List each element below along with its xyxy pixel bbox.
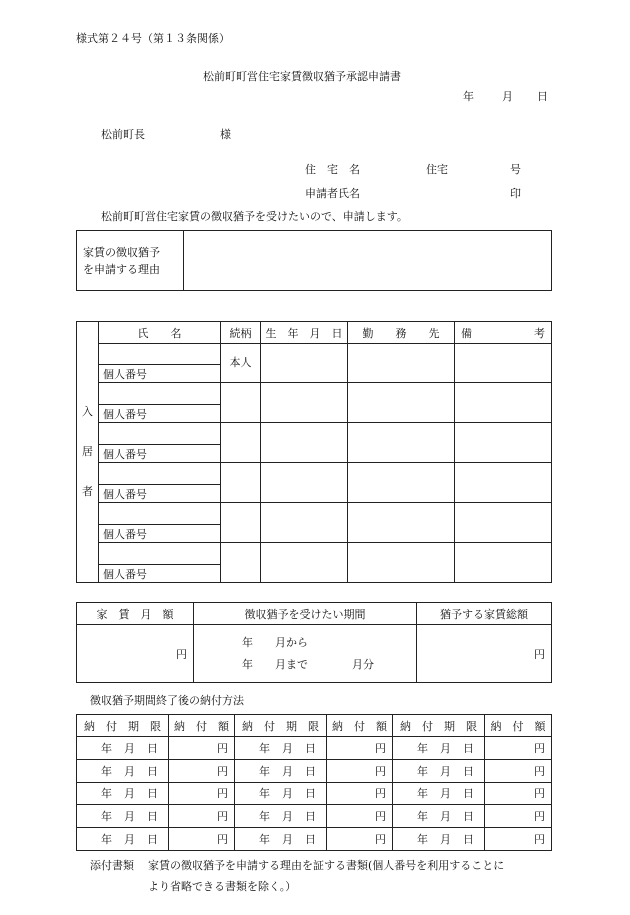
amount-yen: 円 xyxy=(534,764,545,778)
amount-yen: 円 xyxy=(534,810,545,824)
note-field[interactable] xyxy=(455,423,552,463)
header-note: 備 考 xyxy=(455,322,552,344)
payment-row xyxy=(77,759,552,782)
deadline-day: 日 xyxy=(147,787,158,801)
birth-field[interactable] xyxy=(261,383,348,423)
resident-name-field[interactable] xyxy=(99,503,221,525)
relation-field[interactable] xyxy=(221,463,261,503)
header-amount: 納 付 額 xyxy=(169,715,235,737)
payment-amount-field[interactable] xyxy=(327,759,393,782)
payment-amount-field[interactable] xyxy=(327,828,393,851)
payment-deadline-field[interactable] xyxy=(235,737,327,760)
work-field[interactable] xyxy=(348,344,455,383)
amount-yen: 円 xyxy=(375,787,386,801)
payment-row xyxy=(77,805,552,828)
residents-table xyxy=(76,321,552,583)
deadline-year: 年 xyxy=(101,833,112,847)
payment-amount-field[interactable] xyxy=(485,759,552,782)
mynumber-label: 個人番号 xyxy=(99,365,221,383)
reason-value-field[interactable] xyxy=(184,231,552,291)
payment-deadline-field[interactable] xyxy=(235,805,327,828)
deadline-day: 日 xyxy=(147,833,158,847)
note-field[interactable] xyxy=(455,543,552,583)
payment-deadline-field[interactable] xyxy=(393,782,485,805)
deadline-month: 月 xyxy=(440,833,451,847)
reason-table xyxy=(76,230,552,291)
amount-yen: 円 xyxy=(375,764,386,778)
note-field[interactable] xyxy=(455,463,552,503)
seal-mark: 印 xyxy=(510,187,521,200)
birth-field[interactable] xyxy=(261,463,348,503)
payment-deadline-field[interactable] xyxy=(235,759,327,782)
addressee-name: 松前町長 xyxy=(101,128,145,141)
deadline-day: 日 xyxy=(147,810,158,824)
amount-yen: 円 xyxy=(534,833,545,847)
payment-deadline-field[interactable] xyxy=(393,737,485,760)
date-month: 月 xyxy=(502,90,513,103)
amount-yen: 円 xyxy=(375,833,386,847)
payment-amount-field[interactable] xyxy=(327,805,393,828)
header-deferred-total: 猶予する家賃総額 xyxy=(417,603,552,625)
deadline-month: 月 xyxy=(282,764,293,778)
payment-amount-field[interactable] xyxy=(169,759,235,782)
work-field[interactable] xyxy=(348,503,455,543)
period-table xyxy=(76,602,552,683)
amount-yen: 円 xyxy=(217,833,228,847)
note-field[interactable] xyxy=(455,344,552,383)
birth-field[interactable] xyxy=(261,503,348,543)
amount-yen: 円 xyxy=(217,741,228,755)
work-field[interactable] xyxy=(348,463,455,503)
header-birth: 生 年 月 日 xyxy=(261,322,348,344)
deadline-day: 日 xyxy=(305,833,316,847)
mynumber-label: 個人番号 xyxy=(99,445,221,463)
house-unit-label: 住宅 xyxy=(426,163,448,176)
deadline-year: 年 xyxy=(101,810,112,824)
payment-row xyxy=(77,782,552,805)
amount-yen: 円 xyxy=(375,810,386,824)
resident-name-field[interactable] xyxy=(99,344,221,365)
payment-amount-field[interactable] xyxy=(485,828,552,851)
attachment-line-1: 家賃の徴収猶予を申請する理由を証する書類(個人番号を利用することに xyxy=(148,859,505,872)
deadline-year: 年 xyxy=(259,787,270,801)
deadline-day: 日 xyxy=(463,810,474,824)
deadline-month: 月 xyxy=(124,741,135,755)
date-day: 日 xyxy=(537,90,548,103)
house-number-unit: 号 xyxy=(510,163,521,176)
relation-self: 本人 xyxy=(221,344,261,383)
work-field[interactable] xyxy=(348,543,455,583)
mynumber-label: 個人番号 xyxy=(99,405,221,423)
amount-yen: 円 xyxy=(375,741,386,755)
deadline-month: 月 xyxy=(440,810,451,824)
applicant-name-label: 申請者氏名 xyxy=(305,187,360,200)
work-field[interactable] xyxy=(348,383,455,423)
deadline-year: 年 xyxy=(101,787,112,801)
deferred-total-field[interactable]: 円 xyxy=(417,625,552,683)
birth-field[interactable] xyxy=(261,344,348,383)
header-deferral-period: 徴収猶予を受けたい期間 xyxy=(194,603,417,625)
deadline-month: 月 xyxy=(124,833,135,847)
payment-table xyxy=(76,714,552,851)
payment-amount-field[interactable] xyxy=(327,782,393,805)
relation-field[interactable] xyxy=(221,423,261,463)
resident-name-field[interactable] xyxy=(99,463,221,485)
deadline-year: 年 xyxy=(417,787,428,801)
amount-yen: 円 xyxy=(534,787,545,801)
deadline-year: 年 xyxy=(101,764,112,778)
payment-deadline-field[interactable] xyxy=(235,782,327,805)
reason-label: 家賃の徴収猶予 を申請する理由 xyxy=(77,231,184,291)
relation-field[interactable] xyxy=(221,503,261,543)
mynumber-label: 個人番号 xyxy=(99,485,221,503)
deadline-year: 年 xyxy=(101,741,112,755)
deadline-day: 日 xyxy=(463,833,474,847)
deadline-month: 月 xyxy=(124,764,135,778)
deadline-day: 日 xyxy=(147,741,158,755)
note-field[interactable] xyxy=(455,503,552,543)
deadline-month: 月 xyxy=(124,787,135,801)
amount-yen: 円 xyxy=(534,741,545,755)
header-amount: 納 付 額 xyxy=(485,715,552,737)
relation-field[interactable] xyxy=(221,383,261,423)
payment-amount-field[interactable] xyxy=(485,805,552,828)
deadline-year: 年 xyxy=(259,741,270,755)
deadline-month: 月 xyxy=(282,787,293,801)
deadline-day: 日 xyxy=(305,741,316,755)
deadline-month: 月 xyxy=(282,810,293,824)
deadline-year: 年 xyxy=(417,764,428,778)
deadline-day: 日 xyxy=(305,787,316,801)
attachment-line-2: より省略できる書類を除く。） xyxy=(148,880,297,893)
resident-name-field[interactable] xyxy=(99,423,221,445)
house-name-label: 住 宅 名 xyxy=(305,163,360,176)
payment-row xyxy=(77,737,552,760)
deadline-year: 年 xyxy=(259,764,270,778)
deadline-day: 日 xyxy=(305,810,316,824)
deadline-month: 月 xyxy=(282,741,293,755)
deadline-day: 日 xyxy=(305,764,316,778)
header-deadline: 納 付 期 限 xyxy=(393,715,485,737)
payment-amount-field[interactable] xyxy=(169,828,235,851)
payment-amount-field[interactable] xyxy=(327,737,393,760)
intro-text: 松前町町営住宅家賃の徴収猶予を受けたいので、申請します。 xyxy=(101,210,408,223)
note-field[interactable] xyxy=(455,383,552,423)
deadline-day: 日 xyxy=(147,764,158,778)
attachment-label: 添付書類 xyxy=(90,859,134,872)
residents-side-label: 入 居 者 xyxy=(77,322,99,583)
payment-deadline-field[interactable] xyxy=(77,782,169,805)
payment-deadline-field[interactable] xyxy=(77,828,169,851)
birth-field[interactable] xyxy=(261,543,348,583)
deadline-month: 月 xyxy=(440,741,451,755)
work-field[interactable] xyxy=(348,423,455,463)
deadline-month: 月 xyxy=(124,810,135,824)
header-amount: 納 付 額 xyxy=(327,715,393,737)
date-year: 年 xyxy=(463,90,474,103)
payment-amount-field[interactable] xyxy=(169,737,235,760)
deadline-year: 年 xyxy=(259,810,270,824)
header-name: 氏 名 xyxy=(99,322,221,344)
resident-name-field[interactable] xyxy=(99,383,221,405)
header-relation: 続柄 xyxy=(221,322,261,344)
payment-deadline-field[interactable] xyxy=(77,805,169,828)
deadline-day: 日 xyxy=(463,787,474,801)
deadline-day: 日 xyxy=(463,741,474,755)
header-work: 勤 務 先 xyxy=(348,322,455,344)
payment-row xyxy=(77,828,552,851)
page-title: 松前町町営住宅家賃徴収猶予承認申請書 xyxy=(203,70,401,83)
mynumber-label: 個人番号 xyxy=(99,565,221,583)
deadline-year: 年 xyxy=(259,833,270,847)
header-deadline: 納 付 期 限 xyxy=(77,715,169,737)
deadline-month: 月 xyxy=(282,833,293,847)
header-monthly-rent: 家 賃 月 額 xyxy=(77,603,194,625)
addressee-honorific: 様 xyxy=(220,128,231,141)
resident-name-field[interactable] xyxy=(99,543,221,565)
relation-field[interactable] xyxy=(221,543,261,583)
deadline-year: 年 xyxy=(417,741,428,755)
form-number: 様式第２４号（第１３条関係） xyxy=(76,32,230,45)
amount-yen: 円 xyxy=(217,810,228,824)
payment-amount-field[interactable] xyxy=(169,805,235,828)
payment-amount-field[interactable] xyxy=(485,782,552,805)
deadline-month: 月 xyxy=(440,787,451,801)
birth-field[interactable] xyxy=(261,423,348,463)
payment-caption: 徴収猶予期間終了後の納付方法 xyxy=(90,694,244,707)
payment-deadline-field[interactable] xyxy=(77,759,169,782)
header-deadline: 納 付 期 限 xyxy=(235,715,327,737)
monthly-rent-field[interactable]: 円 xyxy=(77,625,194,683)
deadline-year: 年 xyxy=(417,810,428,824)
payment-deadline-field[interactable] xyxy=(393,759,485,782)
payment-amount-field[interactable] xyxy=(169,782,235,805)
deadline-day: 日 xyxy=(463,764,474,778)
deadline-month: 月 xyxy=(440,764,451,778)
payment-deadline-field[interactable] xyxy=(393,805,485,828)
payment-amount-field[interactable] xyxy=(485,737,552,760)
payment-deadline-field[interactable] xyxy=(77,737,169,760)
amount-yen: 円 xyxy=(217,764,228,778)
deadline-year: 年 xyxy=(417,833,428,847)
payment-deadline-field[interactable] xyxy=(393,828,485,851)
payment-deadline-field[interactable] xyxy=(235,828,327,851)
mynumber-label: 個人番号 xyxy=(99,525,221,543)
deferral-period-field[interactable]: 年 月から 年 月まで 月分 xyxy=(194,625,417,683)
amount-yen: 円 xyxy=(217,787,228,801)
